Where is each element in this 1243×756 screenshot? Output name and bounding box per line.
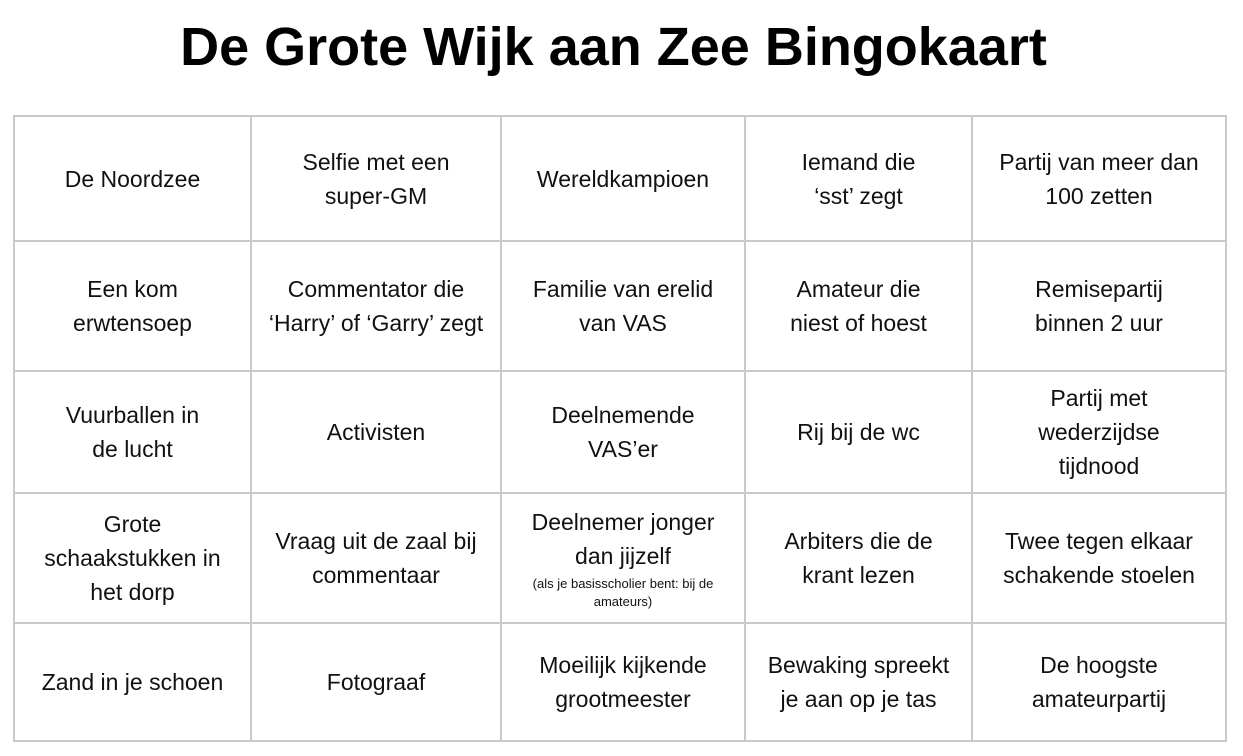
bingo-cell-text: Een kom erwtensoep: [73, 276, 192, 336]
bingo-cell[interactable]: [251, 493, 501, 623]
bingo-cell[interactable]: [501, 241, 745, 371]
bingo-row: [14, 371, 1226, 493]
bingo-row: [14, 241, 1226, 371]
bingo-cell-text: De Noordzee: [64, 165, 201, 192]
page-title: De Grote Wijk aan Zee Bingokaart: [180, 17, 1047, 77]
bingo-cell-text: Partij met wederzijdse tijdnood: [1038, 385, 1160, 479]
bingo-cell-text: Vraag uit de zaal bij commentaar: [275, 528, 477, 588]
bingo-cell[interactable]: [745, 493, 972, 623]
bingo-cell-text: Partij van meer dan 100 zetten: [999, 148, 1199, 209]
bingo-cell-text: Zand in je schoen: [41, 669, 224, 695]
bingo-cell[interactable]: [501, 116, 745, 241]
bingo-cell[interactable]: [501, 371, 745, 493]
bingo-cell[interactable]: [972, 116, 1226, 241]
bingo-cell[interactable]: [14, 116, 251, 241]
bingo-row: [14, 116, 1226, 241]
bingo-cell[interactable]: [501, 493, 745, 623]
bingo-row: [14, 623, 1226, 741]
bingo-cell[interactable]: [972, 493, 1226, 623]
bingo-cell-text: Selfie met een super-GM: [302, 148, 450, 209]
bingo-cell[interactable]: [745, 371, 972, 493]
bingo-cell-text: Commentator die ‘Harry’ of ‘Garry’ zegt: [268, 276, 484, 336]
bingo-cell[interactable]: [14, 241, 251, 371]
bingo-cell-text: Twee tegen elkaar schakende stoelen: [1003, 528, 1195, 588]
bingo-cell[interactable]: [972, 371, 1226, 493]
bingo-cell[interactable]: [14, 371, 251, 493]
bingo-cell-text: Deelnemer jonger dan jijzelf: [531, 509, 715, 569]
bingo-cell[interactable]: [972, 241, 1226, 371]
bingo-cell[interactable]: [745, 116, 972, 241]
bingo-cell-text: Vuurballen in de lucht: [65, 402, 200, 462]
bingo-cell-text: Iemand die ‘sst’ zegt: [801, 148, 916, 209]
bingo-cell-text: Rij bij de wc: [797, 419, 920, 445]
bingo-cell[interactable]: [251, 241, 501, 371]
bingo-row: [14, 493, 1226, 623]
bingo-cell-text: Activisten: [326, 419, 426, 445]
bingo-cell[interactable]: [251, 623, 501, 741]
bingo-cell-note: (als je basisscholier bent: bij de amateurs): [532, 576, 714, 609]
bingo-cell-text: Moeilijk kijkende grootmeester: [539, 652, 707, 712]
bingo-cell-text: Familie van erelid van VAS: [532, 276, 714, 336]
bingo-cell[interactable]: [14, 493, 251, 623]
bingo-cell-text: Wereldkampioen: [536, 165, 710, 192]
bingo-cell[interactable]: [251, 371, 501, 493]
bingo-cell-text: Amateur die niest of hoest: [790, 276, 927, 336]
bingo-cell[interactable]: [972, 623, 1226, 741]
bingo-cell[interactable]: [251, 116, 501, 241]
bingo-cell[interactable]: [745, 623, 972, 741]
bingo-grid: [13, 115, 1227, 742]
bingo-cell-text: De hoogste amateurpartij: [1031, 652, 1167, 712]
bingo-cell-text: Deelnemende VAS’er: [551, 402, 695, 462]
bingo-cell-text: Fotograaf: [326, 669, 426, 695]
bingo-cell-text: Bewaking spreekt je aan op je tas: [767, 652, 950, 712]
bingo-cell-text: Arbiters die de krant lezen: [784, 528, 933, 588]
bingo-cell[interactable]: [745, 241, 972, 371]
bingo-cell[interactable]: [501, 623, 745, 741]
bingo-cell[interactable]: [14, 623, 251, 741]
bingo-cell-text: Remisepartij binnen 2 uur: [1035, 276, 1163, 336]
bingo-cell-text: Grote schaakstukken in het dorp: [44, 511, 221, 605]
